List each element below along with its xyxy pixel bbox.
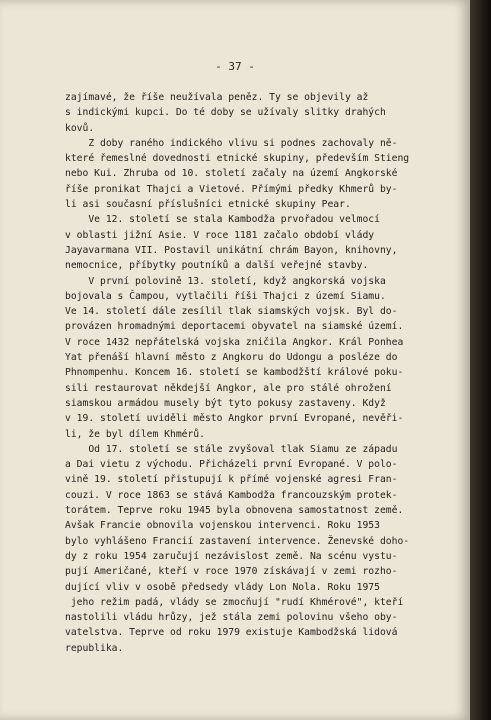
- text-line: Ve 14. století dále zesílil tlak siamských vojsk. Byl do-: [65, 306, 398, 318]
- text-line: bojovala s Čampou, vytlačili říši Thajci z území Siamu.: [65, 290, 386, 302]
- text-line: Yat přenáší hlavní město z Angkoru do Udongu a posléze do: [65, 352, 398, 364]
- page-number: - 37 -: [215, 60, 255, 73]
- body-text: [65, 90, 445, 656]
- text-line: které řemeslné dovednosti etnické skupiny, především Stieng: [65, 153, 410, 165]
- page-edge: [470, 0, 491, 720]
- text-line: pují Američané, kteří v roce 1970 získávají v zemi rozho-: [65, 566, 398, 578]
- text-line: zajímavé, že říše neužívala peněz. Ty se objevily až: [65, 92, 369, 103]
- text-line: Od 17. století se stále zvyšoval tlak Siamu ze západu: [65, 443, 398, 455]
- text-line: Z doby raného indického vlivu si podnes zachovaly ně-: [65, 137, 398, 149]
- text-line: nastolili vládu hrůzy, jež stála zemi polovinu všeho oby-: [65, 612, 398, 624]
- text-line: v oblasti jižní Asie. V roce 1181 začalo období vlády: [65, 229, 375, 241]
- text-line: provázen hromadnými deportacemi obyvatel na siamské území.: [65, 321, 404, 333]
- text-line: nebo Kui. Zhruba od 10. století začaly na území Angkorské: [65, 168, 398, 180]
- text-line: v 19. století uviděli město Angkor první Evropané, nevěři-: [65, 413, 404, 425]
- text-line: Jayavarmana VII. Postavil unikátní chrám Bayon, knihovny,: [65, 244, 398, 256]
- text-line: republika.: [65, 642, 124, 654]
- text-line: vině 19. století přistupují k přímé vojenské agresi Fran-: [65, 474, 398, 486]
- text-line: nemocnice, příbytky poutníků a další veřejné stavby.: [65, 260, 369, 272]
- text-line: kovů.: [65, 122, 95, 134]
- text-line: říše pronikat Thajci a Vietové. Přímými předky Khmerů by-: [65, 183, 398, 195]
- text-line: Ve 12. století se stala Kambodža prvořadou velmocí: [65, 214, 380, 226]
- text-line: torátem. Teprve roku 1945 byla obnovena samostatnost země.: [65, 505, 404, 517]
- text-line: V první polovině 13. století, když angkorská vojska: [65, 275, 386, 287]
- text-line: s indickými kupci. Do té doby se užívaly slitky drahých: [65, 107, 386, 119]
- text-line: vatelstva. Teprve od roku 1979 existuje Kambodžská lidová: [65, 627, 398, 639]
- text-line: sili restaurovat někdejší Angkor, ale pro stálé ohrožení: [65, 382, 392, 394]
- text-line: Phnompenhu. Koncem 16. století se kambodžští králové poku-: [65, 367, 404, 379]
- text-line: siamskou armádou musely být tyto pokusy zastaveny. Když: [65, 397, 386, 409]
- text-line: jeho režim padá, vlády se zmocňují "rudí Khmérové", kteří: [65, 596, 404, 608]
- text-line: Avšak Francie obnovila vojenskou intervenci. Roku 1953: [65, 520, 380, 532]
- text-line: V roce 1432 nepřátelská vojska zničila Angkor. Král Ponhea: [65, 336, 404, 348]
- text-line: a Dai vietu z východu. Přicházeli první Evropané. V polo-: [65, 459, 398, 471]
- text-line: dující vliv v osobě předsedy vlády Lon Nola. Roku 1975: [65, 581, 380, 593]
- text-line: bylo vyhlášeno Francií zastavení intervence. Ženevské doho-: [65, 535, 410, 547]
- text-line: couzi. V roce 1863 se stává Kambodža francouzským protek-: [65, 489, 398, 501]
- text-line: dy z roku 1954 zaručují nezávislost země. Na scénu vystu-: [65, 550, 398, 562]
- text-line: li asi současní příslušníci etnické skupiny Pear.: [65, 199, 351, 211]
- text-line: li, že byl dílem Khmérů.: [65, 428, 205, 440]
